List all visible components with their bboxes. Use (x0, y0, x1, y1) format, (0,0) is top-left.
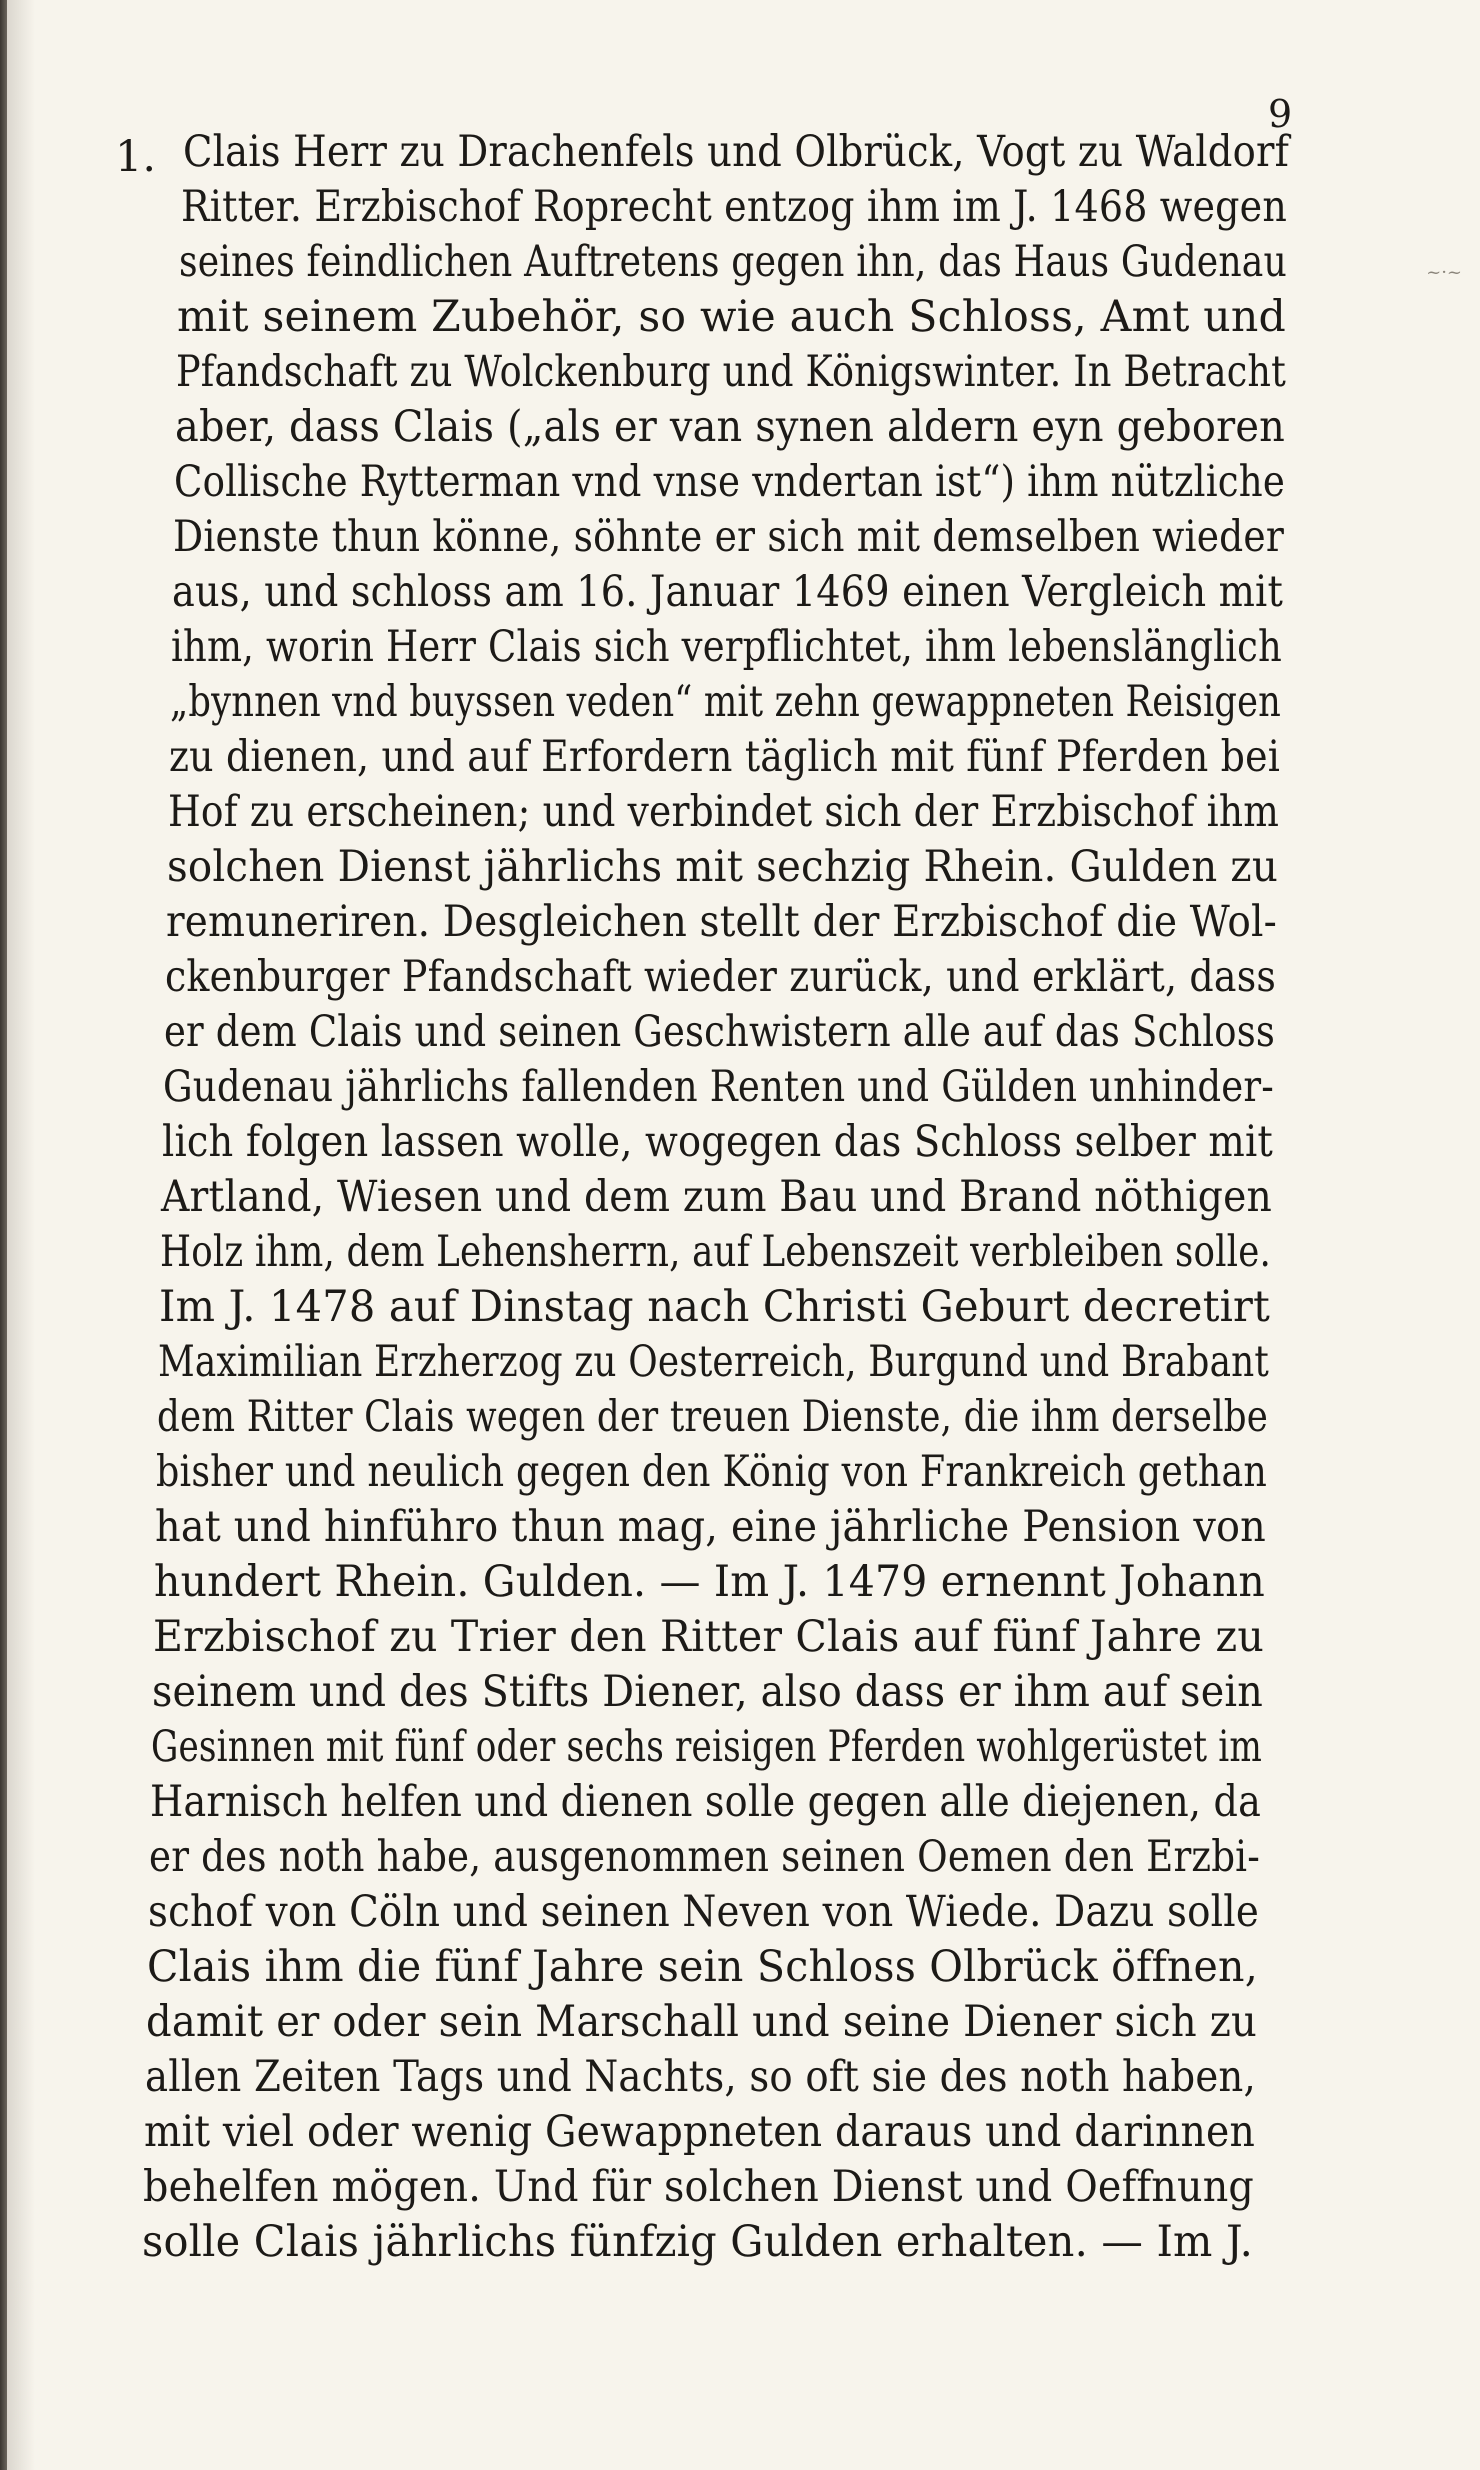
text-line: ihm, worin Herr Clais sich verpflichtet, ihm lebenslänglich (171, 622, 1282, 672)
text-line: er des noth habe, ausgenommen seinen Oemen den Erzbi- (149, 1832, 1260, 1882)
text-line: Gesinnen mit fünf oder sechs reisigen Pferden wohlgerüstet im (151, 1722, 1262, 1772)
text-line: solle Clais jährlichs fünfzig Gulden erhalten. — Im J. (142, 2217, 1253, 2267)
text-line: aber, dass Clais („als er van synen aldern eyn geboren (175, 402, 1285, 452)
page-number: 9 (1268, 92, 1293, 136)
text-line: Erzbischof zu Trier den Ritter Clais auf fünf Jahre zu (153, 1612, 1264, 1662)
text-line: Harnisch helfen und dienen solle gegen alle diejenen, da (150, 1777, 1261, 1827)
text-line: Dienste thun könne, söhnte er sich mit demselben wieder (173, 512, 1284, 562)
text-line: Im J. 1478 auf Dinstag nach Christi Geburt decretirt (159, 1282, 1270, 1332)
text-line: zu dienen, und auf Erfordern täglich mit fünf Pferden bei (169, 732, 1280, 782)
text-line: er dem Clais und seinen Geschwistern alle auf das Schloss (164, 1007, 1275, 1057)
text-line: solchen Dienst jährlichs mit sechzig Rhein. Gulden zu (167, 842, 1278, 892)
text-line: seines feindlichen Auftretens gegen ihn, das Haus Gudenau (179, 237, 1287, 287)
text-line: damit er oder sein Marschall und seine Diener sich zu (146, 1997, 1257, 2047)
text-line: Artland, Wiesen und dem zum Bau und Brand nöthigen (161, 1172, 1272, 1222)
text-line: Maximilian Erzherzog zu Oesterreich, Burgund und Brabant (158, 1337, 1269, 1387)
text-line: hundert Rhein. Gulden. — Im J. 1479 ernennt Johann (154, 1557, 1265, 1607)
text-line: seinem und des Stifts Diener, also dass er ihm auf sein (152, 1667, 1263, 1717)
text-line: Collische Rytterman vnd vnse vndertan ist“) ihm nützliche (174, 457, 1285, 507)
text-line: Gudenau jährlichs fallenden Renten und Gülden unhinder- (163, 1062, 1274, 1112)
text-line: Clais ihm die fünf Jahre sein Schloss Olbrück öffnen, (147, 1942, 1258, 1992)
text-line: lich folgen lassen wolle, wogegen das Schloss selber mit (162, 1117, 1273, 1167)
text-line: Holz ihm, dem Lehensherrn, auf Lebenszeit verbleiben solle. (160, 1227, 1271, 1277)
edge-mark: ~·~ (1426, 262, 1462, 283)
text-line: allen Zeiten Tags und Nachts, so oft sie des noth haben, (145, 2052, 1256, 2102)
text-line: Ritter. Erzbischof Roprecht entzog ihm im J. 1468 wegen (181, 182, 1287, 232)
item-number: 1. (115, 132, 157, 182)
text-line: Pfandschaft zu Wolckenburg und Königswinter. In Betracht (176, 347, 1286, 397)
text-line: Clais Herr zu Drachenfels und Olbrück, Vogt zu Waldorf (183, 127, 1289, 177)
text-line: behelfen mögen. Und für solchen Dienst und Oeffnung (143, 2162, 1254, 2212)
text-line: dem Ritter Clais wegen der treuen Dienste, die ihm derselbe (157, 1392, 1268, 1442)
text-line: bisher und neulich gegen den König von Frankreich gethan (156, 1447, 1267, 1497)
text-line: ckenburger Pfandschaft wieder zurück, und erklärt, dass (165, 952, 1276, 1002)
text-line: mit viel oder wenig Gewappneten daraus und darinnen (144, 2107, 1255, 2157)
text-line: „bynnen vnd buyssen veden“ mit zehn gewappneten Reisigen (170, 677, 1281, 727)
text-line: aus, und schloss am 16. Januar 1469 einen Vergleich mit (172, 567, 1283, 617)
text-line: Hof zu erscheinen; und verbindet sich der Erzbischof ihm (168, 787, 1279, 837)
text-line: remuneriren. Desgleichen stellt der Erzbischof die Wol- (166, 897, 1277, 947)
text-line: schof von Cöln und seinen Neven von Wiede. Dazu solle (148, 1887, 1259, 1937)
text-line: mit seinem Zubehör, so wie auch Schloss, Amt und (177, 292, 1286, 342)
text-line: hat und hinführo thun mag, eine jährliche Pension von (155, 1502, 1266, 1552)
